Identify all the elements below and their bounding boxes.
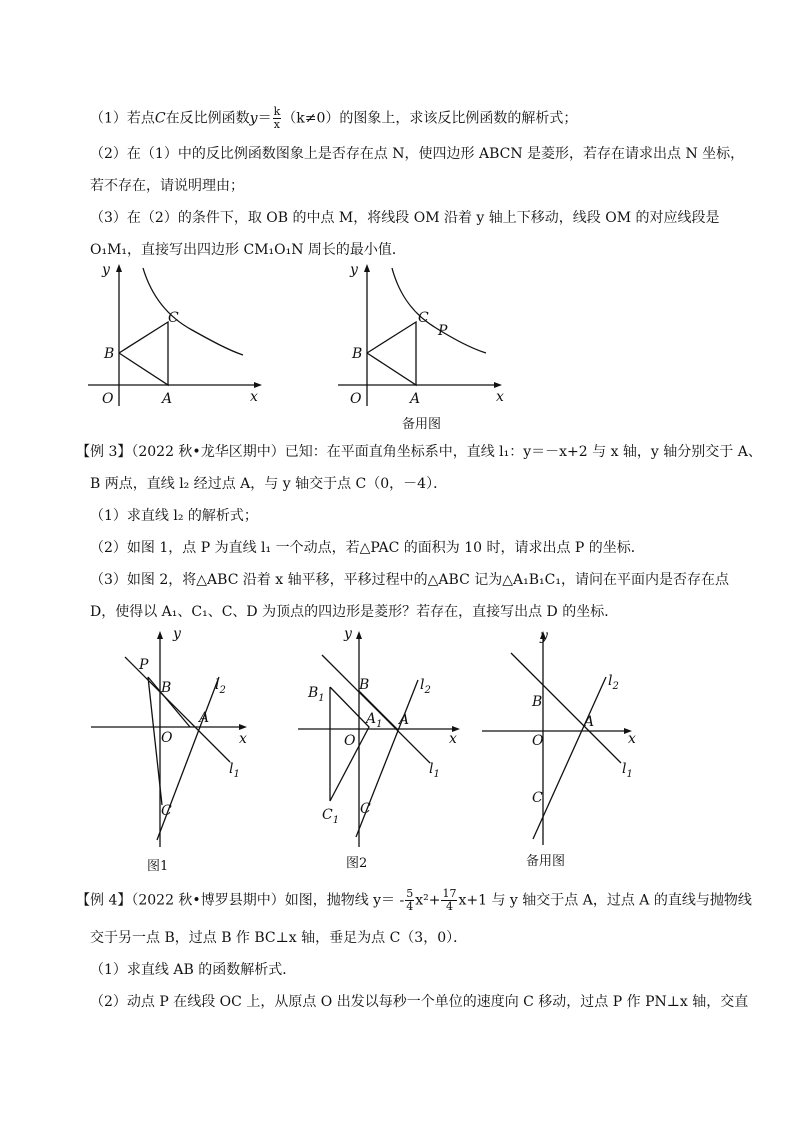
- point-b-label: B: [359, 677, 370, 693]
- c1-letter: C: [322, 807, 333, 823]
- y-label: y: [102, 262, 110, 278]
- ex4-q1: （1）求直线 AB 的函数解析式．: [90, 962, 297, 978]
- figure-caption: 图1: [147, 859, 169, 874]
- x-label: x: [239, 731, 247, 747]
- ex2-figure-1: [80, 258, 280, 418]
- ex4-heading: [76, 888, 752, 913]
- line-l2-label: [215, 677, 226, 696]
- l2-subscript: 2: [424, 685, 431, 696]
- ex2-q2-line1: （2）在（1）中的反比例函数图象上是否存在点 N，使四边形 ABCN 是菱形，若存在请求出点 N 坐标，: [90, 146, 745, 162]
- ex4-heading-suffix: x+1 与 y 轴交于点 A，过点 A 的直线与抛物线: [458, 892, 752, 909]
- b1-letter: B: [308, 685, 319, 701]
- x-axis-arrow: [494, 382, 502, 388]
- y-axis-arrow: [157, 631, 163, 639]
- y-axis-arrow: [116, 264, 122, 272]
- point-a1-label: [364, 711, 383, 730]
- q1-prefix: （1）若点: [90, 110, 155, 127]
- ex3-heading: 【例 3】（2022 秋•龙华区期中）已知：在平面直角坐标系中，直线 l₁：y＝－x+2 与 x 轴，y 轴分别交于 A、: [76, 444, 762, 460]
- point-a-label: A: [410, 391, 421, 407]
- line-l2-label: [608, 673, 619, 692]
- origin-label: O: [344, 733, 356, 749]
- point-c-label: C: [532, 790, 543, 806]
- k-over-x-fraction: [273, 106, 282, 131]
- c1-subscript: 1: [332, 815, 340, 826]
- point-b-label: B: [352, 346, 363, 362]
- equals-sign: ＝: [257, 110, 272, 127]
- fraction-numerator: 17: [442, 887, 457, 900]
- ex4-heading-cont: 交于另一点 B，过点 B 作 BC⊥x 轴，垂足为点 C（3，0）．: [90, 930, 468, 946]
- line-l1-label: [229, 761, 240, 780]
- point-a-label: A: [199, 710, 210, 726]
- l2-letter: l: [420, 677, 425, 693]
- line-l2: [533, 677, 606, 839]
- ex2-q1: [90, 106, 577, 131]
- y-label: y: [344, 626, 352, 642]
- fraction-17-4: [441, 888, 457, 913]
- origin-label: O: [532, 733, 544, 749]
- ex2-q2-line2: 若不存在，请说明理由；: [90, 178, 244, 194]
- b1-subscript: 1: [318, 693, 325, 704]
- point-a-label: A: [399, 712, 410, 728]
- x-label: x: [449, 731, 457, 747]
- y-axis-arrow: [364, 264, 370, 272]
- line-l1: [322, 655, 430, 763]
- origin-label: O: [350, 391, 362, 407]
- line-l2-label: [420, 677, 431, 696]
- point-c1-label: [322, 807, 339, 826]
- ex3-q3-line2: D，使得以 A₁、C₁、C、D 为顶点的四边形是菱形？若存在，直接写出点 D 的坐标．: [90, 604, 619, 620]
- fraction-numerator: 5: [406, 887, 414, 900]
- ex2-q3-line1: （3）在（2）的条件下，取 OB 的中点 M，将线段 OM 沿着 y 轴上下移动，线段 OM 的对应线段是: [90, 210, 720, 226]
- y-axis-arrow: [356, 631, 362, 639]
- point-c-label: C: [418, 310, 429, 326]
- triangle-abc: [119, 322, 168, 385]
- ex4-heading-prefix: 【例 4】（2022 秋•博罗县期中）如图，抛物线 y＝ -: [76, 892, 405, 909]
- l1-letter: l: [622, 761, 627, 777]
- hyperbola-curve: [143, 268, 243, 355]
- line-l1-label: [622, 761, 633, 780]
- l2-letter: l: [215, 677, 220, 693]
- origin-label: O: [102, 391, 114, 407]
- point-p-label: P: [438, 323, 448, 339]
- y-label: y: [173, 626, 181, 642]
- point-p-label: P: [139, 657, 149, 673]
- fraction-denominator: x: [273, 118, 280, 131]
- fraction-numerator: k: [273, 105, 281, 118]
- x-axis-arrow: [254, 382, 262, 388]
- figure-caption: 备用图: [402, 417, 442, 432]
- l1-subscript: 1: [433, 769, 440, 780]
- a1-letter: A: [366, 711, 377, 727]
- fraction-denominator: 4: [445, 900, 453, 913]
- point-b-label: B: [532, 694, 543, 710]
- line-l1: [511, 653, 621, 763]
- triangle-abc: [367, 322, 416, 385]
- ex3-q1: （1）求直线 l₂ 的解析式；: [90, 508, 258, 524]
- q1-condition: （k≠0）的图象上，求该反比例函数的解析式；: [282, 110, 578, 127]
- fraction-denominator: 4: [406, 900, 414, 913]
- ex3-heading-cont: B 两点，直线 l₂ 经过点 A，与 y 轴交于点 C（0，－4）．: [90, 476, 448, 492]
- l1-letter: l: [429, 761, 434, 777]
- l1-subscript: 1: [233, 769, 240, 780]
- l2-letter: l: [608, 673, 613, 689]
- point-c-label: C: [161, 803, 172, 819]
- point-b-label: B: [161, 680, 172, 696]
- point-a-label: A: [584, 714, 595, 730]
- point-c-label: C: [360, 801, 371, 817]
- ex3-q3-line1: （3）如图 2，将△ABC 沿着 x 轴平移，平移过程中的△ABC 记为△A₁B₁C₁，请问在平面内是否存在点: [90, 572, 729, 588]
- point-a-label: A: [162, 391, 173, 407]
- var-y: y: [249, 110, 258, 127]
- x-label: x: [496, 389, 504, 405]
- point-c-label: C: [154, 110, 166, 127]
- point-b1-label: [307, 685, 325, 704]
- x-axis-arrow: [239, 724, 247, 730]
- l1-subscript: 1: [626, 769, 633, 780]
- l2-subscript: 2: [612, 681, 619, 692]
- ex2-figure-2: [330, 258, 530, 433]
- a1-subscript: 1: [376, 719, 383, 730]
- hyperbola-curve: [392, 268, 486, 353]
- ex3-figure-3: [478, 625, 678, 875]
- ex2-q3-line2: O₁M₁，直接写出四边形 CM₁O₁N 周长的最小值．: [90, 242, 406, 258]
- q1-middle: 在反比例函数: [165, 110, 250, 127]
- figure-caption: 图2: [346, 856, 368, 871]
- line-l1-label: [429, 761, 440, 780]
- origin-label: O: [161, 730, 173, 746]
- x-label: x: [250, 389, 258, 405]
- x-label: x: [628, 731, 636, 747]
- y-label: y: [350, 262, 358, 278]
- ex4-heading-middle: x²+: [415, 892, 441, 909]
- y-label: y: [540, 628, 548, 644]
- ex4-q2: （2）动点 P 在线段 OC 上，从原点 O 出发以每秒一个单位的速度向 C 移动，过点 P 作 PN⊥x 轴，交直: [90, 994, 749, 1010]
- ex3-figure-2: [292, 625, 492, 875]
- ex3-q2: （2）如图 1，点 P 为直线 l₁ 一个动点，若△PAC 的面积为 10 时，请求出点 P 的坐标．: [90, 540, 645, 556]
- fraction-5-4: [405, 888, 414, 913]
- ex3-figure-1: [85, 625, 285, 875]
- figure-caption: 备用图: [526, 854, 566, 869]
- point-b-label: B: [104, 346, 115, 362]
- point-c-label: C: [168, 310, 179, 326]
- l1-letter: l: [229, 761, 234, 777]
- l2-subscript: 2: [219, 685, 226, 696]
